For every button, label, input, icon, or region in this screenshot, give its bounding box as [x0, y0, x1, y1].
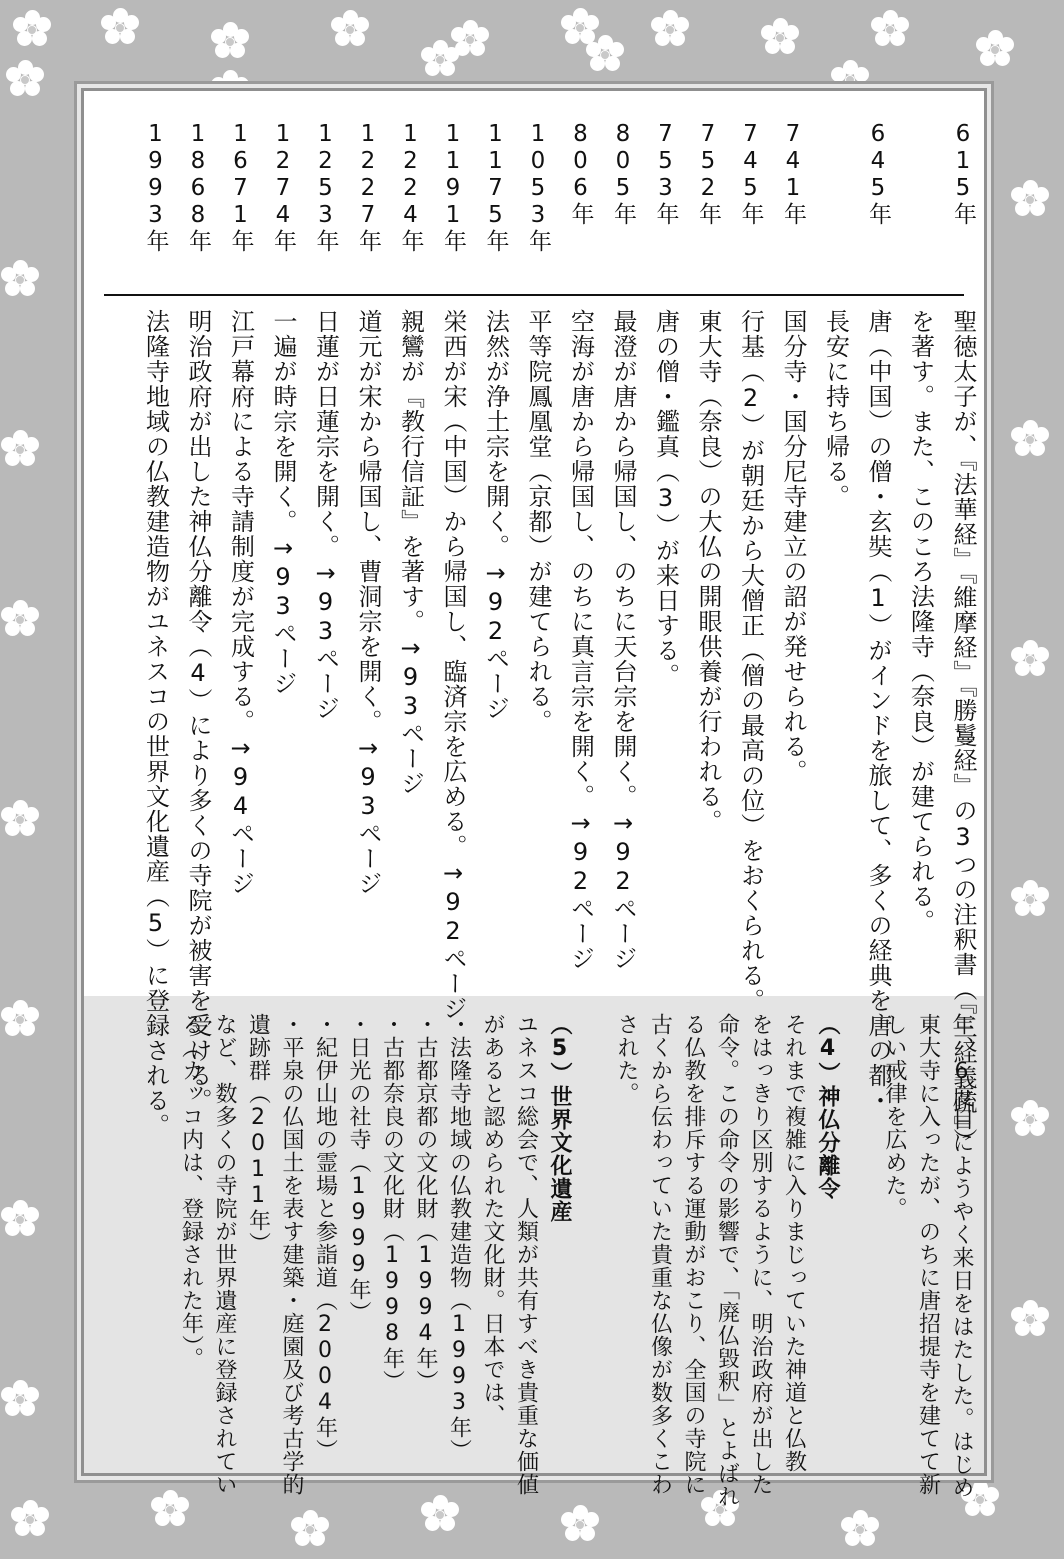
flower-decoration: [840, 1510, 880, 1550]
note-line: された。: [614, 1013, 639, 1105]
flower-decoration: [870, 10, 910, 50]
flower-decoration: [0, 260, 40, 300]
flower-decoration: [760, 18, 800, 58]
event-text: 栄西が宋（中国）から帰国し、臨済宗を広める。→92ページ: [439, 309, 467, 1021]
flower-decoration: [560, 1505, 600, 1545]
year-label: 806年: [567, 121, 594, 226]
flower-decoration: [0, 800, 40, 840]
note-heading: （5）世界文化遺産: [547, 1013, 572, 1223]
flower-decoration: [0, 1380, 40, 1420]
event-text: 東大寺（奈良）の大仏の開眼供養が行われる。: [694, 309, 722, 834]
flower-decoration: [1010, 1300, 1050, 1340]
year-label: 1227年: [355, 121, 381, 253]
flower-decoration: [1010, 180, 1050, 220]
note-line: があると認められた文化財。日本では、: [480, 1013, 505, 1427]
note-line: ・法隆寺地域の仏教建造物（1993年）: [446, 1013, 472, 1462]
flower-decoration: [585, 35, 625, 75]
flower-decoration: [1010, 420, 1050, 460]
event-text: 法隆寺地域の仏教建造物がユネスコの世界文化遺産（5）に登録される。: [141, 309, 170, 1138]
note-line: 年、6度目にようやく来日をはたした。はじめ: [949, 1013, 974, 1499]
flower-decoration: [10, 1500, 50, 1540]
event-text: を著す。また、このころ法隆寺（奈良）が建てられる。: [906, 309, 935, 934]
flower-decoration: [5, 60, 45, 100]
note-line: 遺跡群（2011年）: [245, 1013, 271, 1255]
flower-decoration: [420, 40, 460, 80]
note-line: ・紀伊山地の霊場と参詣道（2004年）: [312, 1013, 338, 1462]
event-text: 日蓮が日蓮宗を開く。→93ページ: [311, 309, 340, 721]
timeline-panel: [81, 88, 987, 1508]
event-text: 一遍が時宗を開く。→93ページ: [269, 309, 297, 696]
event-text: 行基（2）が朝廷から大僧正（僧の最高の位）をおくられる。: [736, 309, 765, 1013]
flower-decoration: [1010, 640, 1050, 680]
year-label: 753年: [652, 121, 679, 226]
note-line: ユネスコ総会で、人類が共有すべき貴重な価値: [513, 1013, 539, 1496]
note-line: る（カッコ内は、登録された年）。: [178, 1013, 204, 1370]
note-line: る仏教を排斥する運動がおこり、全国の寺院に: [681, 1013, 706, 1496]
note-heading: （4）神仏分離令: [815, 1013, 840, 1200]
flower-decoration: [1010, 1100, 1050, 1140]
year-label: 1224年: [397, 121, 424, 253]
flower-decoration: [150, 1490, 190, 1530]
note-line: ・日光の社寺（1999年）: [346, 1013, 371, 1324]
flower-decoration: [12, 10, 52, 50]
year-label: 615年: [950, 121, 976, 226]
year-label: 1253年: [312, 121, 339, 253]
note-line: 東大寺に入ったが、のちに唐招提寺を建てて新: [915, 1013, 941, 1496]
flower-decoration: [650, 10, 690, 50]
year-label: 645年: [865, 121, 891, 226]
year-label: 1868年: [185, 121, 211, 253]
event-text: 空海が唐から帰国し、のちに真言宗を開く。→92ページ: [566, 309, 595, 971]
event-text: 親鸞が『教行信証』を著す。→93ページ: [396, 309, 425, 796]
event-text: 国分寺・国分尼寺建立の詔が発せられる。: [779, 309, 807, 784]
year-divider-line: [104, 294, 964, 296]
event-text: 唐（中国）の僧・玄奘（1）がインドを旅して、多くの経典を唐の都・: [864, 309, 892, 1113]
event-text: 道元が宋から帰国し、曹洞宗を開く。→93ページ: [354, 309, 382, 896]
event-text: 聖徳太子が、『法華経』『維摩経』『勝鬘経』の3つの注釈書（『三経義疏』）: [949, 309, 977, 1153]
event-text: 平等院鳳凰堂（京都）が建てられる。: [524, 309, 552, 734]
event-text: 最澄が唐から帰国し、のちに天台宗を開く。→92ページ: [609, 309, 637, 971]
flower-decoration: [290, 1510, 330, 1550]
year-label: 805年: [610, 121, 636, 226]
year-label: 1175年: [482, 121, 509, 253]
flower-decoration: [0, 1200, 40, 1240]
year-label: 1993年: [142, 121, 169, 253]
flower-decoration: [100, 8, 140, 48]
year-label: 745年: [737, 121, 764, 226]
flower-decoration: [330, 10, 370, 50]
year-label: 741年: [780, 121, 806, 226]
event-text: 明治政府が出した神仏分離令（4）により多くの寺院が被害を受ける。: [184, 309, 212, 1113]
flower-decoration: [975, 30, 1015, 70]
flower-decoration: [420, 1495, 460, 1535]
note-line: 古くから伝わっていた貴重な仏像が数多くこわ: [647, 1013, 673, 1496]
note-line: ・平泉の仏国土を表す建築・庭園及び考古学的: [279, 1013, 304, 1496]
note-line: ・古都京都の文化財（1994年）: [413, 1013, 438, 1393]
note-line: しい戒律を広めた。: [882, 1013, 907, 1220]
note-line: 命令。この命令の影響で、「廃仏毀釈」とよばれ: [714, 1013, 740, 1508]
flower-decoration: [210, 22, 250, 62]
flower-decoration: [0, 430, 40, 470]
year-label: 752年: [695, 121, 721, 226]
year-label: 1274年: [270, 121, 296, 253]
note-line: それまで複雑に入りまじっていた神道と仏教: [781, 1013, 807, 1473]
note-line: ・古都奈良の文化財（1998年）: [379, 1013, 405, 1393]
event-text: 法然が浄土宗を開く。→92ページ: [481, 309, 510, 721]
year-label: 1671年: [227, 121, 254, 253]
note-line: をはっきり区別するように、明治政府が出した: [748, 1013, 773, 1496]
event-text: 長安に持ち帰る。: [821, 309, 850, 509]
year-label: 1053年: [525, 121, 551, 253]
year-label: 1191年: [440, 121, 466, 253]
flower-decoration: [0, 1000, 40, 1040]
flower-decoration: [0, 600, 40, 640]
event-text: 唐の僧・鑑真（3）が来日する。: [651, 309, 680, 688]
flower-decoration: [1010, 880, 1050, 920]
note-line: など、数多くの寺院が世界遺産に登録されてい: [212, 1013, 237, 1496]
event-text: 江戸幕府による寺請制度が完成する。→94ページ: [226, 309, 255, 896]
